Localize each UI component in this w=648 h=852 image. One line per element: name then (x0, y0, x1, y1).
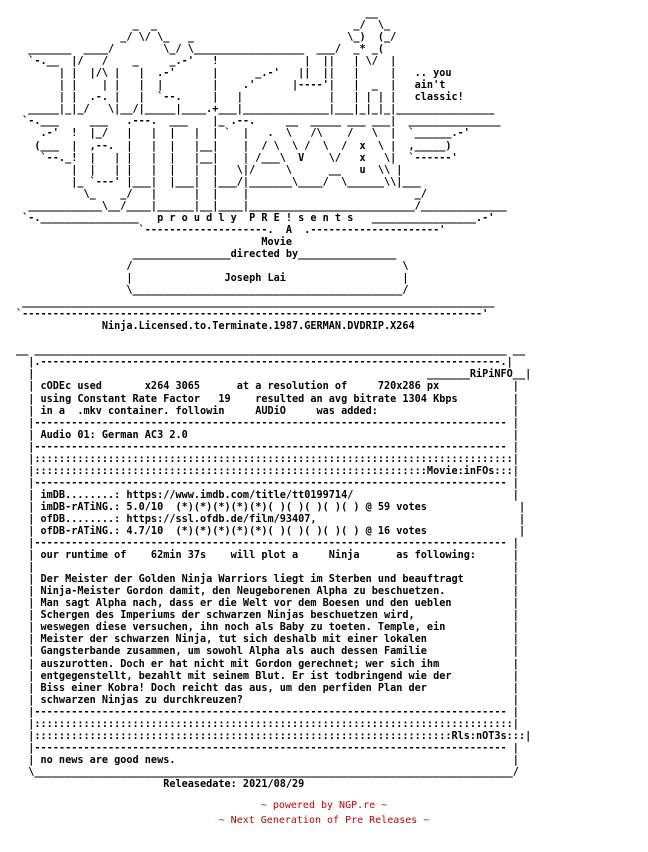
nfo-line: ________________directed by________________ (16, 248, 397, 260)
nfo-line: | | .-. | | `--. | | | | | | | classic! (16, 92, 464, 104)
nfo-line: `--._! | | | | | |__| | /___\ V \/ x \| `------' (16, 152, 458, 164)
nfo-line: | imDB-rATiNG.: 5.0/10 (*)(*)(*)(*)(*)( )( )( )( )( ) @ 59 votes | (16, 501, 526, 513)
nfo-line: | Joseph Lai | (16, 273, 409, 285)
nfo-line: ____________\__/____|______|__|____|___________________________/______________ (16, 200, 507, 212)
nfo-line: |----------------------------------------------------------------------------- | (16, 441, 519, 453)
nfo-line: | Audio 01: German AC3 2.0 | (16, 429, 519, 441)
nfo-line: (___ | ,--. | | | |__| | / \ \ / \ / x \ | ,_____) (16, 140, 452, 152)
footer-tagline: ~ Next Generation of Pre Releases ~ (218, 815, 430, 826)
nfo-line: |_ `---' |___| |___| |___/|_______\____/ \______\\|___ (16, 176, 421, 188)
nfo-line: |----------------------------------------------------------------------------- | (16, 742, 519, 754)
nfo-line: _______ ____/ \_/ \__________________ ___/ _* _( (16, 44, 403, 56)
nfo-line: |::::::::::::::::::::::::::::::::::::::::::::::::::::::::::::::::::::Rls:nOT3s:::| (16, 730, 532, 742)
nfo-line: | our runtime of 62min 37s will plot a Ninja as following: | (16, 550, 519, 562)
nfo-line: `-.__ |/ / _ _.-' ! | || | \/ | (16, 56, 415, 68)
nfo-line: _____|_|_/ \|__/|_____|____.+___|______________|___|_|_|_|________________ (16, 104, 495, 116)
nfo-line: | schwarzen Ninjas zu durchkreuzen? | (16, 694, 519, 706)
nfo-line: Movie (16, 236, 293, 248)
nfo-line: \_ _/ | | | | _/ (16, 188, 427, 200)
nfo-line: | auszurotten. Doch er hat nicht mit Gordon gerechnet; wer sich ihm | (16, 658, 519, 670)
nfo-line: _/ \/ \_ _ \_) (_/ (16, 32, 403, 44)
nfo-line: |----------------------------------------------------------------------------- | (16, 417, 519, 429)
nfo-line: `-.___ ___ .---. ___ |_ .--. __ _____ ___ ___| _______________ (16, 116, 501, 128)
nfo-line: | | |/\ | | .-' | _.-' || || | | .. you (16, 68, 452, 80)
nfo-line: |::::::::::::::::::::::::::::::::::::::::::::::::::::::::::::::::Movie:inFOs:::| (16, 465, 519, 477)
nfo-line: __ _____________________________________________________________________________ __ (16, 345, 526, 357)
nfo-line: Ninja.Licensed.to.Terminate.1987.GERMAN.DVDRIP.X264 (16, 321, 415, 333)
nfo-line: `---------------------------------------------------------------------------' (16, 309, 489, 321)
nfo-line: / \ (16, 260, 409, 272)
nfo-line: .-' ! |_/ | | | | | ` | . \ /\ / \ | `______.-' (16, 128, 470, 140)
nfo-line: | Der Meister der Golden Ninja Warriors liegt im Sterben und beauftragt | (16, 574, 519, 586)
nfo-line: | Meister der schwarzen Ninja, tut sich deshalb mit einer lokalen | (16, 634, 519, 646)
nfo-line: | | (16, 562, 519, 574)
nfo-line: | Man sagt Alpha nach, dass er die Welt vor dem Boesen und den ueblen | (16, 598, 519, 610)
nfo-line: Releasedate: 2021/08/29 (16, 779, 305, 790)
nfo-line: | Biss einer Kobra! Doch reicht das aus, um den perfiden Plan der | (16, 682, 519, 694)
nfo-line: \____________________________________________/ (16, 285, 409, 297)
nfo-line: | no news are good news. | (16, 754, 519, 766)
nfo-line: |----------------------------------------------------------------------------- | (16, 477, 519, 489)
nfo-line: _____________________________________________________________________________ (16, 297, 495, 309)
nfo-line: | Ninja-Meister Gordon damit, den Neugeborenen Alpha zu beschuetzen. | (16, 586, 519, 598)
nfo-line: `-.________________ p r o u d l y P R E ! s e n t s _________________.-' (16, 212, 495, 224)
nfo-line: | | | | | | | | \|/ \ __ u \\ | (16, 164, 403, 176)
nfo-line: \______________________________________________________________________________/ (16, 766, 519, 778)
nfo-text (16, 8, 531, 791)
nfo-line: | Schergen des Imperiums der schwarzen Ninjas beschuetzen wird, | (16, 610, 519, 622)
nfo-line: | ofDB........: https://ssl.ofdb.de/film/93407, | (16, 513, 526, 525)
nfo-line: | | | | | | | .' |----'| | _ | ain't (16, 80, 446, 92)
nfo-line: `--------------------. A .---------------------' (16, 224, 446, 236)
nfo-line: | Gangsterbande zusammen, um sowohl Alpha als auch dessen Familie | (16, 646, 519, 658)
nfo-line: __ (16, 8, 378, 19)
nfo-line: | using Constant Rate Factor 19 resulted an avg bitrate 1304 Kbps | (16, 393, 519, 405)
nfo-line: _ _ _/ \_ (16, 20, 403, 32)
nfo-line: |----------------------------------------------------------------------------- | (16, 538, 519, 550)
nfo-line: |::::::::::::::::::::::::::::::::::::::::::::::::::::::::::::::::::::::::::::::| (16, 453, 519, 465)
nfo-line: | in a .mkv container. followin AUDiO was added: | (16, 405, 519, 417)
nfo-line: | entgegenstellt, bezahlt mit seinem Blut. Er ist todbringend wie der | (16, 670, 519, 682)
nfo-line: | imDB........: https://www.imdb.com/title/tt0199714/ | (16, 489, 519, 501)
footer-powered-by: ~ powered by NGP.re ~ (260, 800, 388, 811)
nfo-line: |::::::::::::::::::::::::::::::::::::::::::::::::::::::::::::::::::::::::::::::| (16, 718, 519, 730)
nfo-line: | weswegen diese versuchen, ihn noch als Baby zu toeten. Temple, ein | (16, 622, 519, 634)
nfo-line: |----------------------------------------------------------------------------- | (16, 706, 519, 718)
nfo-line: | _______RiPiNFO__| (16, 369, 532, 381)
nfo-line: |.---------------------------------------------------------------------------.| (16, 357, 513, 369)
nfo-line: | ofDB-rATiNG.: 4.7/10 (*)(*)(*)(*)(*)( )( )( )( )( ) @ 16 votes | (16, 526, 526, 538)
nfo-line: | cODEc used x264 3065 at a resolution of 720x286 px | (16, 381, 519, 393)
